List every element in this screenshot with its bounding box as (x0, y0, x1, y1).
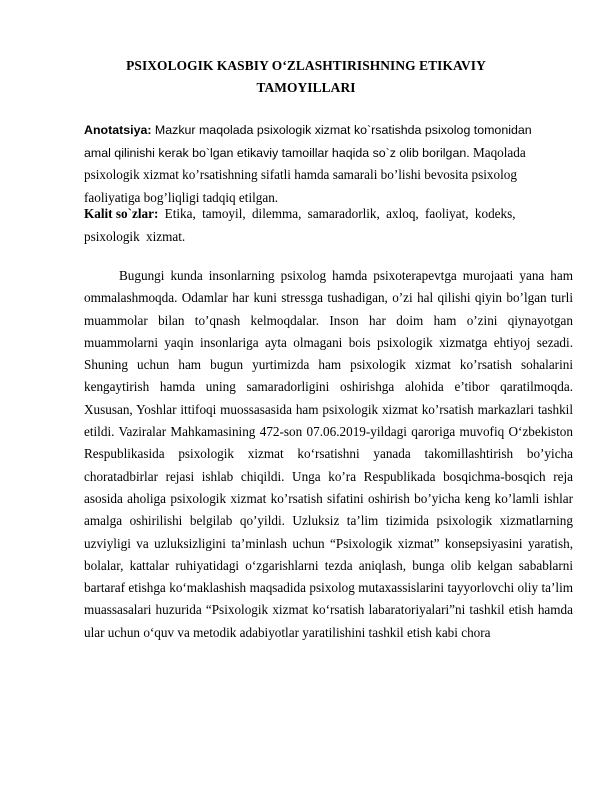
keywords-block (84, 203, 555, 248)
keywords-label: Kalit so`zlar: (84, 206, 159, 221)
body-paragraph: Bugungi kunda insonlarning psixolog hamda psixoterapevtga murojaati yana ham ommalashmoqda. Odamlar har kuni stressga tushadigan, o’zi hal qilishi qiyin bo’lgan turli muammolar bilan to’qnash kelmoqdalar. Inson har doim ham o’zini qiynayotgan muammolarni yaqin insonlariga ayta olmagani bois psixologik xizmatga ehtiyoj sezadi. Shuning uchun ham bugun yurtimizda ham psixologik xizmat ko’rsatish sohalarini kengaytirish hamda uning samaradorligini oshirishga alohida e’tibor qaratilmoqda. Xususan, Yoshlar ittifoqi muossasasida ham psixologik xizmat ko’rsatish markazlari tashkil etildi. Vaziralar Mahkamasining 472-son 07.06.2019-yildagi qaroriga muvofiq O‘zbekiston Respublikasida psixologik xizmat ko‘rsatishni yanada takomillashtirish bo’yicha choratadbirlar rejasi ishlab chiqildi. Unga ko’ra Respublikada bosqichma-bosqich reja asosida aholiga psixologik xizmat ko’rsatish sifatini oshirish bo’yicha keng ko’lamli ishlar amalga oshirilishi belgilab qo’yildi. Uzluksiz ta’lim tizimida psixologik xizmatlarning uzviyligi va uzluksizligini ta’minlash uchun “Psixologik xizmat” konsepsiyasini yaratish, bolalar, kattalar ruhiyatidagi o‘zgarishlarni tezda aniqlash, bunga olib kelgan sabablarni bartaraf etishga ko‘maklashish maqsadida psixolog mutaxassislarini tayyorlovchi oliy ta’lim muassasalari huzurida “Psixologik xizmat ko‘rsatish labaratoriyalari”ni tashkil etish hamda ular uchun o‘quv va metodik adabiyotlar yaratilishini tashkil etish kabi chora (84, 268, 573, 640)
abstract-label: Anotatsiya: (84, 123, 152, 137)
keywords-text: Etika, tamoyil, dilemma, samaradorlik, axloq, faoliyat, kodeks, psixologik xizmat. (84, 206, 516, 244)
document-title-line-2: TAMOYILLARI (256, 80, 356, 95)
abstract-block (84, 119, 555, 209)
document-title-line-1: PSIXOLOGIK KASBIY O‘ZLASHTIRISHNING ETIKAVIY (126, 58, 486, 73)
abstract-text-part-1: Mazkur maqolada psixologik xizmat ko`rsatishda psixolog tomonidan amal qilinishi kerak bo`lgan etikaviy tamoillar haqida so`z olib borilgan. (84, 123, 532, 160)
abstract-text-part-2: Maqolada psixologik xizmat ko’rsatishning sifatli hamda samarali bo’lishi bevosita psixolog faoliyatiga bog’liqligi tadqiq etilgan. (84, 144, 526, 205)
